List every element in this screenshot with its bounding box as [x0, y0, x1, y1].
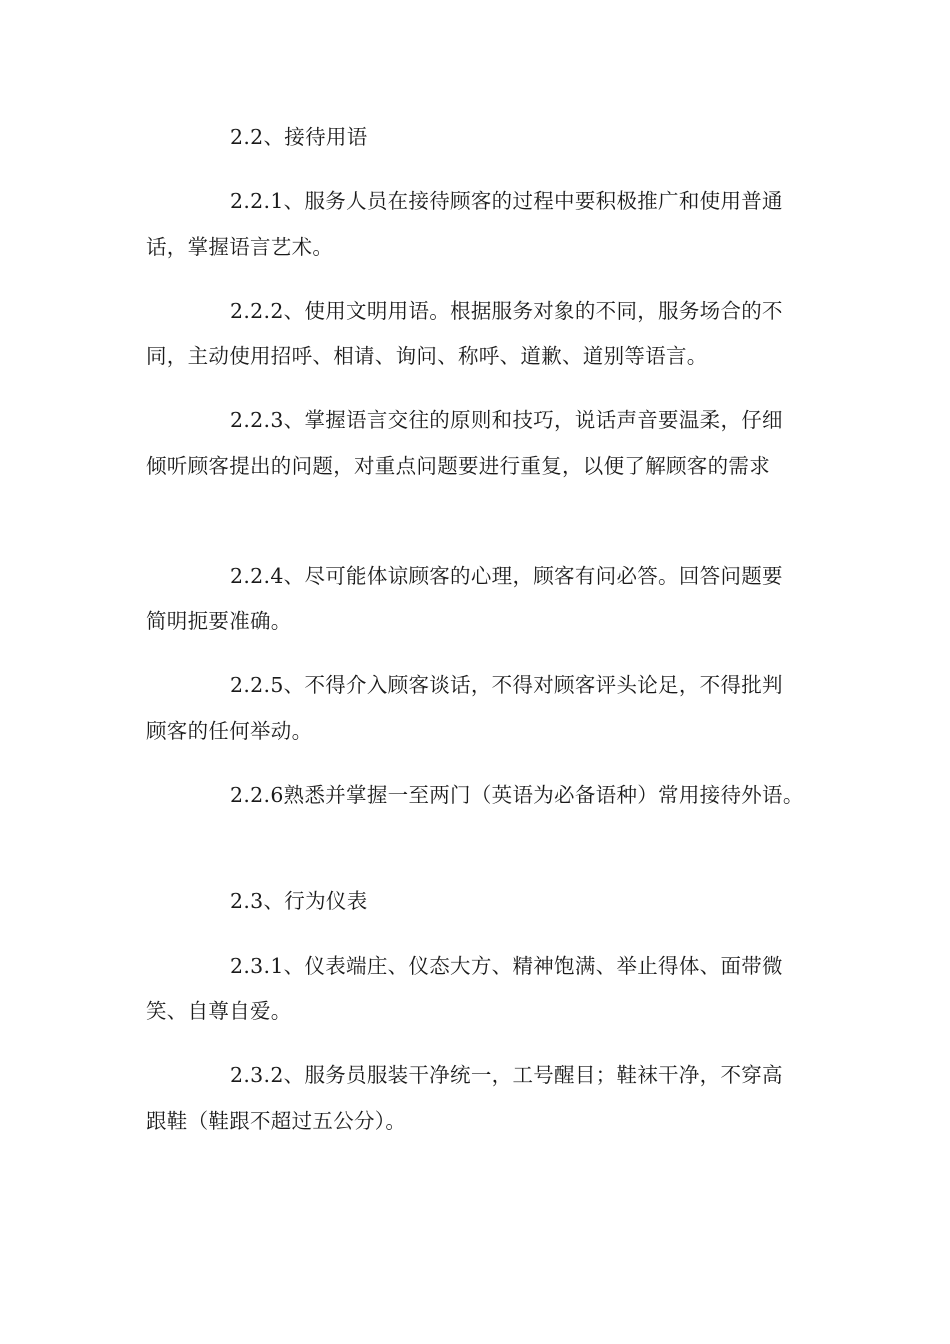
- paragraph-2-2-3-line-2: 倾听顾客提出的问题，对重点问题要进行重复，以便了解顾客的需求: [146, 454, 770, 478]
- paragraph-2-3-1-line-2: 笑、自尊自爱。: [146, 999, 292, 1023]
- paragraph-2-2-1-line-2: 话，掌握语言艺术。: [146, 235, 334, 259]
- section-heading-2-2: 2.2、接待用语: [230, 125, 368, 149]
- paragraph-2-3-2-line-1: 2.3.2、服务员服装干净统一，工号醒目；鞋袜干净，不穿高: [230, 1063, 783, 1087]
- section-heading-2-3: 2.3、行为仪表: [230, 889, 368, 913]
- paragraph-2-2-1-line-1: 2.2.1、服务人员在接待顾客的过程中要积极推广和使用普通: [230, 189, 783, 213]
- paragraph-2-3-2-line-2: 跟鞋（鞋跟不超过五公分）。: [146, 1109, 407, 1133]
- paragraph-2-2-2-line-2: 同，主动使用招呼、相请、询问、称呼、道歉、道别等语言。: [146, 344, 708, 368]
- paragraph-2-2-5-line-2: 顾客的任何举动。: [146, 719, 313, 743]
- paragraph-2-2-6: 2.2.6熟悉并掌握一至两门（英语为必备语种）常用接待外语。: [230, 783, 804, 807]
- paragraph-2-2-4-line-2: 简明扼要准确。: [146, 609, 292, 633]
- paragraph-2-2-2-line-1: 2.2.2、使用文明用语。根据服务对象的不同，服务场合的不: [230, 299, 783, 323]
- paragraph-2-3-1-line-1: 2.3.1、仪表端庄、仪态大方、精神饱满、举止得体、面带微: [230, 954, 783, 978]
- paragraph-2-2-4-line-1: 2.2.4、尽可能体谅顾客的心理，顾客有问必答。回答问题要: [230, 564, 783, 588]
- paragraph-2-2-5-line-1: 2.2.5、不得介入顾客谈话，不得对顾客评头论足，不得批判: [230, 673, 783, 697]
- paragraph-2-2-3-line-1: 2.2.3、掌握语言交往的原则和技巧，说话声音要温柔，仔细: [230, 408, 783, 432]
